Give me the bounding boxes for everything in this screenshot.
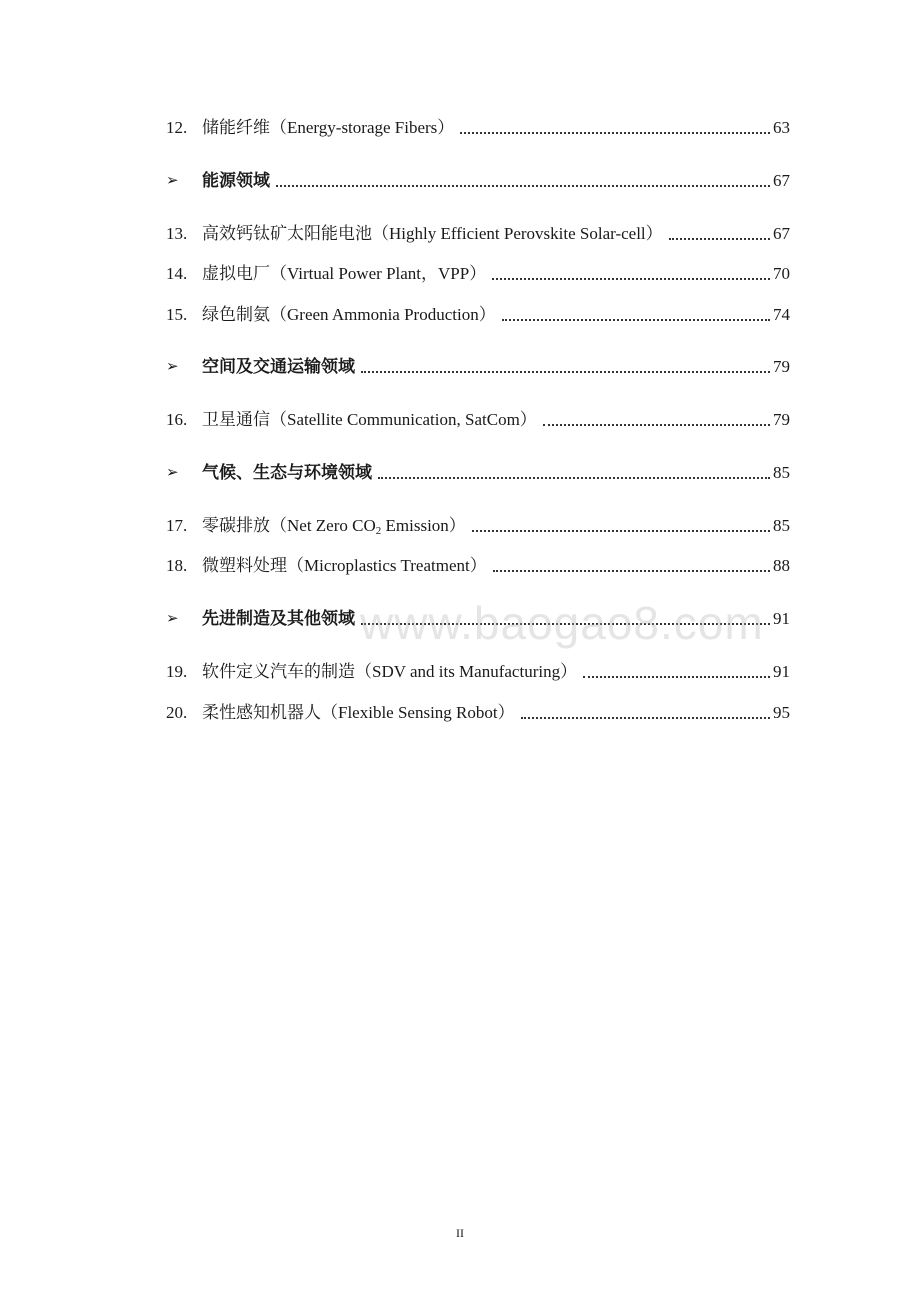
toc-entry-19[interactable] <box>166 657 790 683</box>
dot-leader <box>669 237 770 240</box>
entry-title: 绿色制氨（Green Ammonia Production） <box>202 305 496 324</box>
toc-section-space-transport[interactable] <box>166 352 790 378</box>
entry-page-number: 91 <box>773 609 790 628</box>
arrow-bullet-icon: ➢ <box>166 611 179 627</box>
entry-title <box>202 515 466 537</box>
toc-entry-20[interactable] <box>166 698 790 724</box>
entry-number: 14. <box>166 264 188 283</box>
entry-number: 20. <box>166 703 188 722</box>
entry-page-number: 63 <box>773 118 790 137</box>
arrow-bullet-icon: ➢ <box>166 359 179 375</box>
arrow-bullet-icon: ➢ <box>166 465 179 481</box>
dot-leader <box>521 716 770 719</box>
toc-entry-16[interactable] <box>166 405 790 431</box>
dot-leader <box>492 277 770 280</box>
toc-entry-12[interactable] <box>166 113 790 139</box>
dot-leader <box>361 370 770 373</box>
entry-title: 柔性感知机器人（Flexible Sensing Robot） <box>202 703 515 722</box>
watermark: www.baogao8.com <box>360 597 764 649</box>
entry-page-number: 67 <box>773 224 790 243</box>
entry-title-part: Emission） <box>381 516 466 535</box>
dot-leader <box>378 476 770 479</box>
dot-leader <box>493 569 770 572</box>
entry-number: 12. <box>166 118 188 137</box>
entry-page-number: 79 <box>773 357 790 376</box>
entry-title: 虚拟电厂（Virtual Power Plant，VPP） <box>202 264 487 283</box>
dot-leader <box>276 184 770 187</box>
toc-entry-18[interactable] <box>166 551 790 577</box>
toc-entry-15[interactable] <box>166 300 790 326</box>
entry-number: 18. <box>166 556 188 575</box>
entry-page-number: 88 <box>773 556 790 575</box>
entry-page-number: 67 <box>773 171 790 190</box>
entry-title: 卫星通信（Satellite Communication, SatCom） <box>202 410 537 429</box>
arrow-bullet-icon: ➢ <box>166 173 179 189</box>
page-footer-number: II <box>456 1226 464 1240</box>
section-title: 气候、生态与环境领域 <box>202 463 372 482</box>
entry-page-number: 70 <box>773 264 790 283</box>
entry-title: 储能纤维（Energy-storage Fibers） <box>202 118 455 137</box>
toc-entry-13[interactable] <box>166 219 790 245</box>
entry-title-part: 零碳排放（Net Zero CO <box>202 516 376 535</box>
entry-number: 13. <box>166 224 188 243</box>
dot-leader <box>543 423 770 426</box>
section-title: 先进制造及其他领域 <box>202 609 355 628</box>
toc-section-energy[interactable] <box>166 166 790 192</box>
toc-entry-17[interactable] <box>166 511 790 537</box>
dot-leader <box>583 675 770 678</box>
entry-page-number: 79 <box>773 410 790 429</box>
subscript-2: 2 <box>375 525 382 537</box>
section-title: 能源领域 <box>202 171 270 190</box>
entry-page-number: 74 <box>773 305 790 324</box>
dot-leader <box>502 318 770 321</box>
entry-title: 微塑料处理（Microplastics Treatment） <box>202 556 487 575</box>
entry-page-number: 95 <box>773 703 790 722</box>
dot-leader <box>472 529 770 532</box>
entry-number: 17. <box>166 516 188 535</box>
entry-number: 19. <box>166 662 188 681</box>
toc-entry-14[interactable] <box>166 259 790 285</box>
entry-page-number: 85 <box>773 463 790 482</box>
toc-section-climate[interactable] <box>166 458 790 484</box>
section-title: 空间及交通运输领域 <box>202 357 355 376</box>
entry-title: 高效钙钛矿太阳能电池（Highly Efficient Perovskite Solar-cell） <box>202 224 663 243</box>
entry-page-number: 85 <box>773 516 790 535</box>
entry-number: 15. <box>166 305 188 324</box>
entry-page-number: 91 <box>773 662 790 681</box>
dot-leader <box>460 131 770 134</box>
entry-title: 软件定义汽车的制造（SDV and its Manufacturing） <box>202 662 578 681</box>
entry-number: 16. <box>166 410 188 429</box>
